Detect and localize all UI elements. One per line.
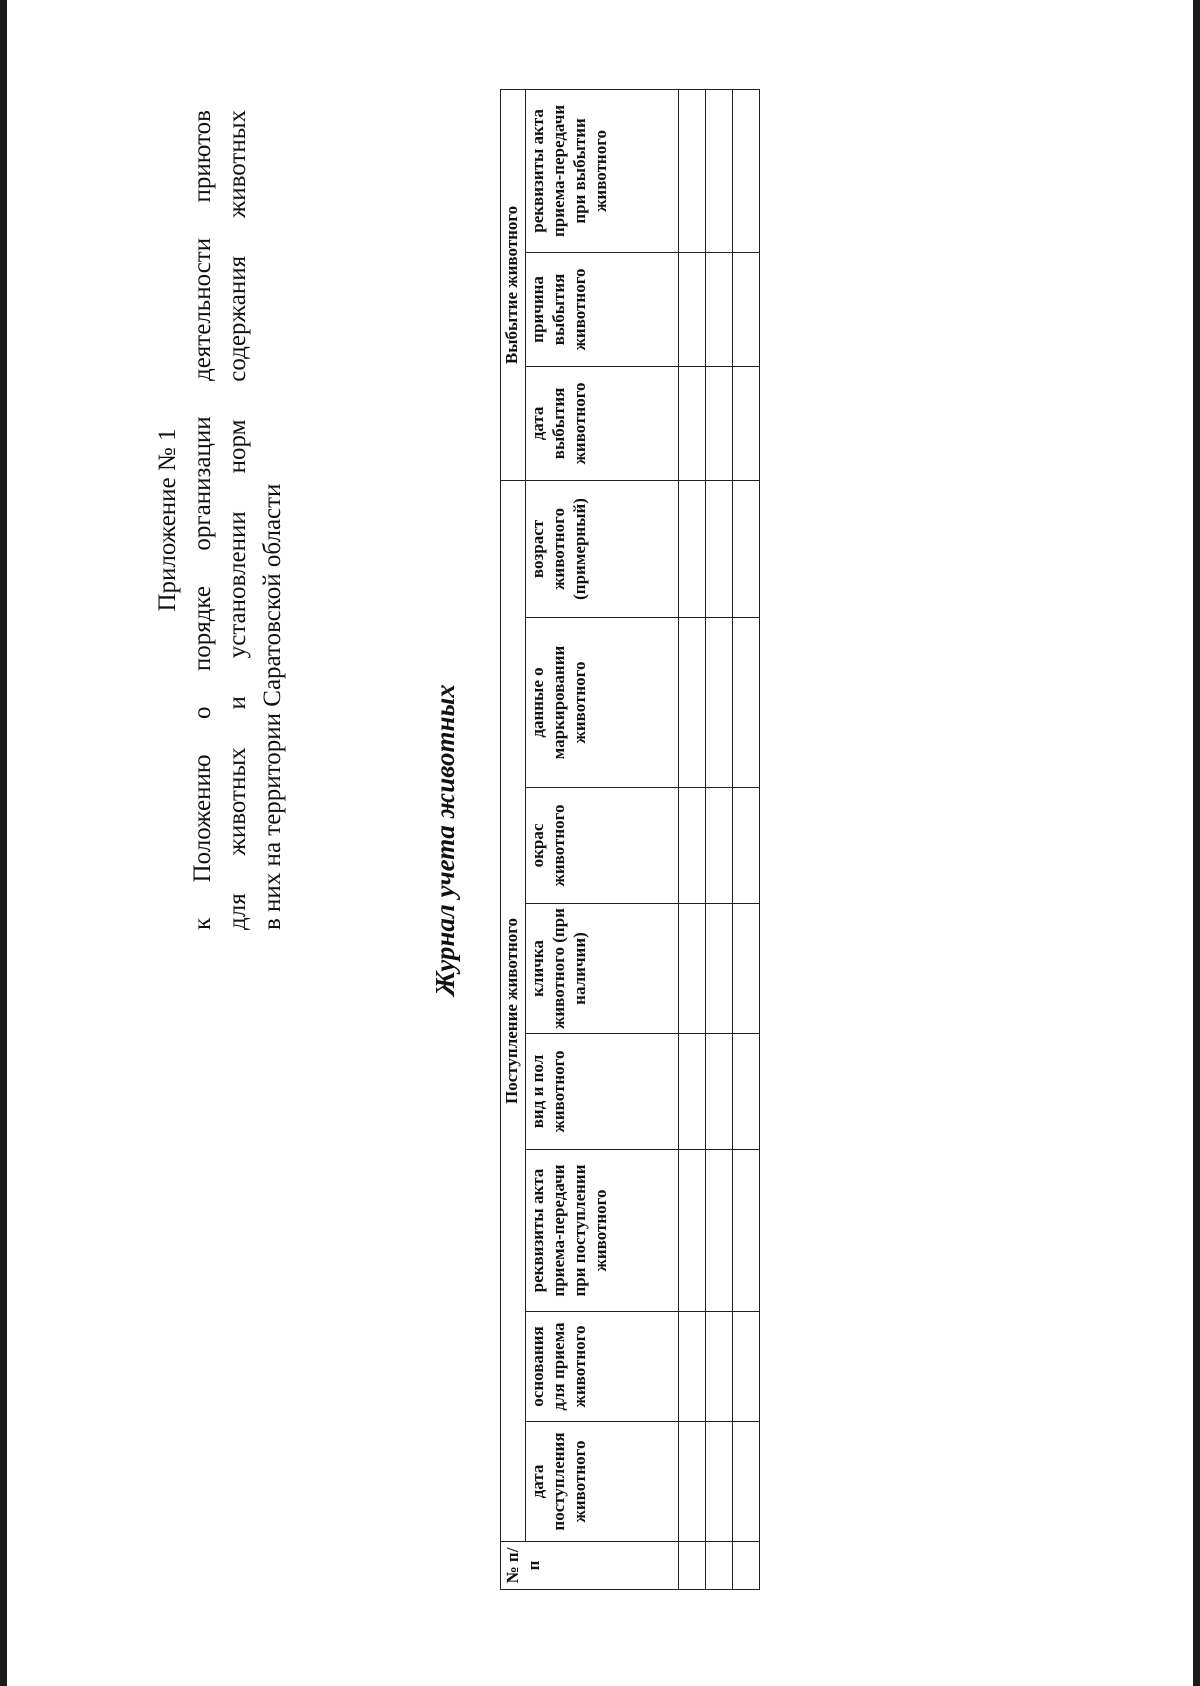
scan-right-edge [1193,0,1200,1686]
table-cell [733,252,760,366]
header-outflow-act-details: реквизиты акта приема-передачи при выбытии животного [526,89,679,252]
table-row [706,89,733,1589]
table-cell [706,1422,733,1542]
table-cell [679,252,706,366]
table-cell [706,1150,733,1312]
table-cell [679,366,706,480]
table-cell [679,89,706,252]
table-cell [679,904,706,1034]
table-row [679,89,706,1589]
table-cell [733,904,760,1034]
table-cell [733,618,760,788]
table-cell [733,366,760,480]
table-cell [733,1150,760,1312]
table-cell [706,618,733,788]
scan-left-edge [0,0,7,1686]
header-species-sex: вид и пол животного [526,1034,679,1150]
table-cell [706,788,733,904]
table-cell [733,788,760,904]
table-cell [679,480,706,617]
table-cell [706,1312,733,1422]
header-marking-data: данные о маркировании животного [526,618,679,788]
annex-line-1: к Положению о порядке организации деятельности приютов [189,110,216,930]
header-outflow-reason: причина выбытия животного [526,252,679,366]
header-group-outflow: Выбытие животного [501,89,526,480]
table-cell [706,480,733,617]
table-cell [733,480,760,617]
table-cell [706,252,733,366]
table-cell [706,89,733,252]
table-cell [733,1312,760,1422]
header-group-intake: Поступление животного [501,480,526,1541]
table-cell [679,1542,706,1590]
animal-log-table [500,89,760,1590]
table-cell [679,1422,706,1542]
table-cell [733,1034,760,1150]
annex-header [150,110,290,930]
header-col-number: № п/п [501,1542,679,1590]
table-cell [679,788,706,904]
table-cell [733,89,760,252]
table-cell [679,1312,706,1422]
table-cell [706,1542,733,1590]
table-cell [679,1034,706,1150]
journal-title: Журнал учета животных [430,684,460,996]
table-cell [706,1034,733,1150]
table-cell [733,1542,760,1590]
header-age: возраст животного (примерный) [526,480,679,617]
annex-line-3: в них на территории Саратовской области [259,483,286,930]
table-cell [706,366,733,480]
annex-line-2: для животных и установлении норм содержания животных [224,110,251,930]
header-intake-act-details: реквизиты акта приема-передачи при поступлении животного [526,1150,679,1312]
table-cell [733,1422,760,1542]
header-intake-grounds: основания для приема животного [526,1312,679,1422]
table-body [679,89,760,1589]
table-cell [679,618,706,788]
header-intake-date: дата поступления животного [526,1422,679,1542]
header-nickname: кличка животного (при наличии) [526,904,679,1034]
header-color: окрас животного [526,788,679,904]
header-outflow-date: дата выбытия животного [526,366,679,480]
annex-number: Приложение № 1 [154,428,181,612]
rotated-page-content [140,80,740,1600]
table-cell [679,1150,706,1312]
table-cell [706,904,733,1034]
table-row [733,89,760,1589]
